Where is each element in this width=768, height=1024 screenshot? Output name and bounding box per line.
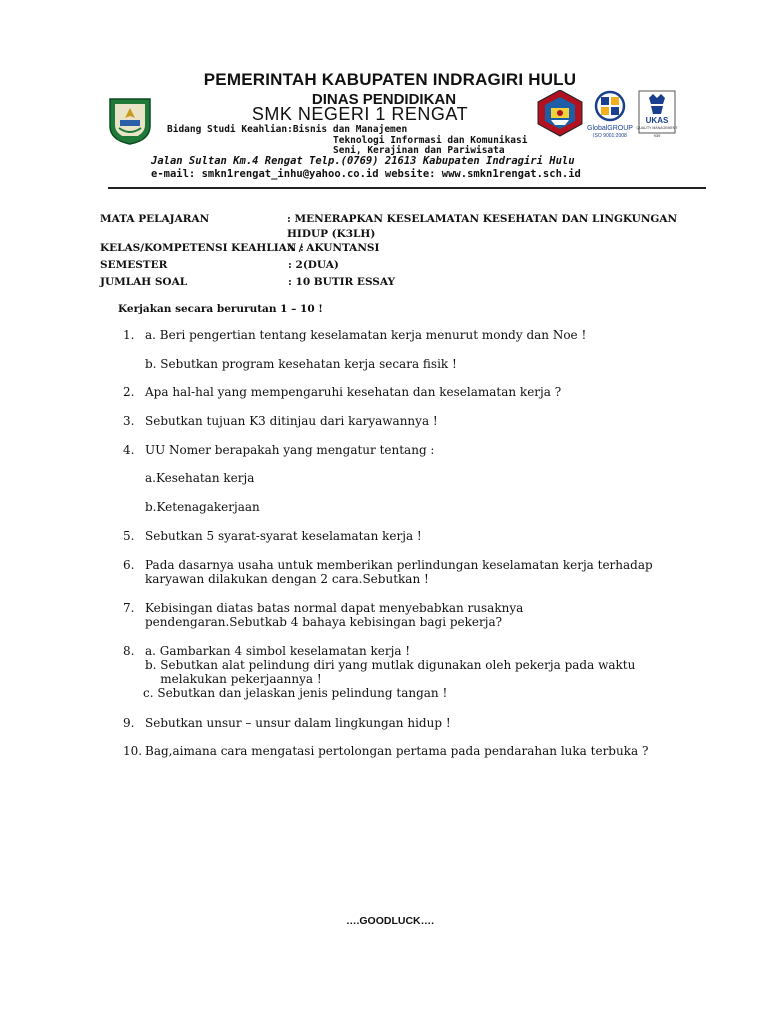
question-4a: a.Kesehatan kerja <box>145 471 255 485</box>
svg-text:939: 939 <box>653 133 661 138</box>
government-title: PEMERINTAH KABUPATEN INDRAGIRI HULU <box>203 70 577 89</box>
school-address: Jalan Sultan Km.4 Rengat Telp.(0769) 21613 Kabupaten Indragiri Hulu <box>151 155 575 167</box>
field-line-3: Seni, Kerajinan dan Pariwisata <box>333 145 505 156</box>
letterhead <box>0 0 768 200</box>
svg-text:GlobalGROUP: GlobalGROUP <box>587 125 633 132</box>
meta-row: SEMESTER : 2(DUA) <box>100 259 339 271</box>
question-4b: b.Ketenagakerjaan <box>145 500 260 514</box>
closing-note: ….GOODLUCK…. <box>345 915 435 927</box>
instruction: Kerjakan secara berurutan 1 – 10 ! <box>118 303 323 315</box>
field-line-1: Bidang Studi Keahlian:Bisnis dan Manajemen <box>167 124 408 135</box>
meta-row: HIDUP (K3LH) <box>287 228 376 240</box>
meta-row: MATA PELAJARAN : MENERAPKAN KESELAMATAN KESEHATAN DAN LINGKUNGAN <box>100 213 678 225</box>
meta-row: JUMLAH SOAL : 10 BUTIR ESSAY <box>100 276 395 288</box>
certification-logos <box>535 90 715 138</box>
school-logo-icon <box>535 90 715 138</box>
school-contact: e-mail: smkn1rengat_inhu@yahoo.co.id website: www.smkn1rengat.sch.id <box>151 168 581 180</box>
question-1b: b. Sebutkan program kesehatan kerja secara fisik ! <box>145 357 457 371</box>
field-line-2: Teknologi Informasi dan Komunikasi <box>333 135 528 146</box>
meta-row: KELAS/KOMPETENSI KEAHLIAN : X / AKUNTANSI <box>100 242 380 254</box>
department-title: DINAS PENDIDIKAN <box>311 91 457 108</box>
svg-text:UKAS: UKAS <box>645 116 669 125</box>
svg-text:ISO 9001:2008: ISO 9001:2008 <box>593 133 627 138</box>
svg-text:QUALITY MANAGEMENT: QUALITY MANAGEMENT <box>636 126 678 130</box>
globalgroup-logo-icon <box>587 92 633 138</box>
ukas-logo-icon <box>637 91 679 138</box>
header-divider <box>108 187 706 189</box>
regency-emblem-icon <box>107 96 153 146</box>
exam-info <box>100 213 700 291</box>
school-name: SMK NEGERI 1 RENGAT <box>251 104 469 124</box>
